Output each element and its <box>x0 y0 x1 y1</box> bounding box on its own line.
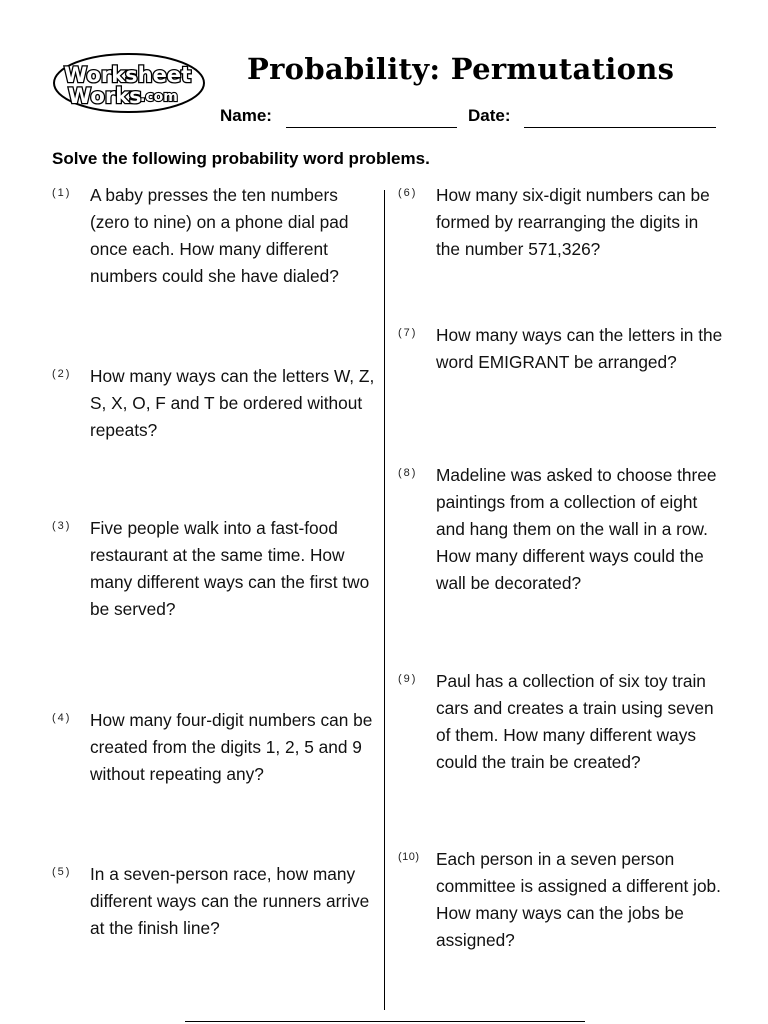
logo-line1: Worksheet <box>64 63 192 87</box>
name-label: Name: <box>220 106 272 125</box>
logo-line2: Works <box>68 84 142 108</box>
worksheetworks-logo <box>52 52 208 114</box>
problem-number: (1) <box>52 187 72 199</box>
problem-number: (10) <box>398 851 420 863</box>
problem-text: Five people walk into a fast-food restaurant at the same time. How many different ways can the first two be served? <box>90 518 370 619</box>
problem-text: In a seven-person race, how many different ways can the runners arrive at the finish line? <box>90 864 370 938</box>
problem-number: (4) <box>52 712 72 724</box>
problem-text: How many six-digit numbers can be formed by rearranging the digits in the number 571,326? <box>436 185 710 259</box>
problem-number: (5) <box>52 866 72 878</box>
problem-number: (3) <box>52 520 72 532</box>
column-divider <box>384 190 385 1010</box>
problem-text: How many four-digit numbers can be created from the digits 1, 2, 5 and 9 without repeating any? <box>90 710 373 784</box>
date-label: Date: <box>468 106 511 125</box>
instructions: Solve the following probability word problems. <box>52 149 430 168</box>
problem-text: How many ways can the letters W, Z, S, X, O, F and T be ordered without repeats? <box>90 366 375 440</box>
date-field-line[interactable] <box>524 127 716 128</box>
logo-graphic <box>52 52 208 114</box>
problem-number: (7) <box>398 327 418 339</box>
logo-suffix: .com <box>140 89 178 105</box>
problem-text: How many ways can the letters in the word EMIGRANT be arranged? <box>436 325 723 372</box>
problem-number: (6) <box>398 187 418 199</box>
problem-text: Paul has a collection of six toy train cars and creates a train using seven of them. How many different ways could the train be created? <box>436 671 714 772</box>
problem-text: Each person in a seven person committee is assigned a different job. How many ways can the jobs be assigned? <box>436 849 721 950</box>
problem-number: (2) <box>52 368 72 380</box>
name-field-line[interactable] <box>286 127 457 128</box>
problem-number: (9) <box>398 673 418 685</box>
problem-text: Madeline was asked to choose three paintings from a collection of eight and hang them on the wall in a row. How many different ways could the wall be decorated? <box>436 465 717 593</box>
bottom-rule <box>185 1021 585 1022</box>
problem-text: A baby presses the ten numbers (zero to nine) on a phone dial pad once each. How many different numbers could she have dialed? <box>90 185 349 286</box>
page-title: Probability: Permutations <box>247 52 675 86</box>
problem-number: (8) <box>398 467 418 479</box>
